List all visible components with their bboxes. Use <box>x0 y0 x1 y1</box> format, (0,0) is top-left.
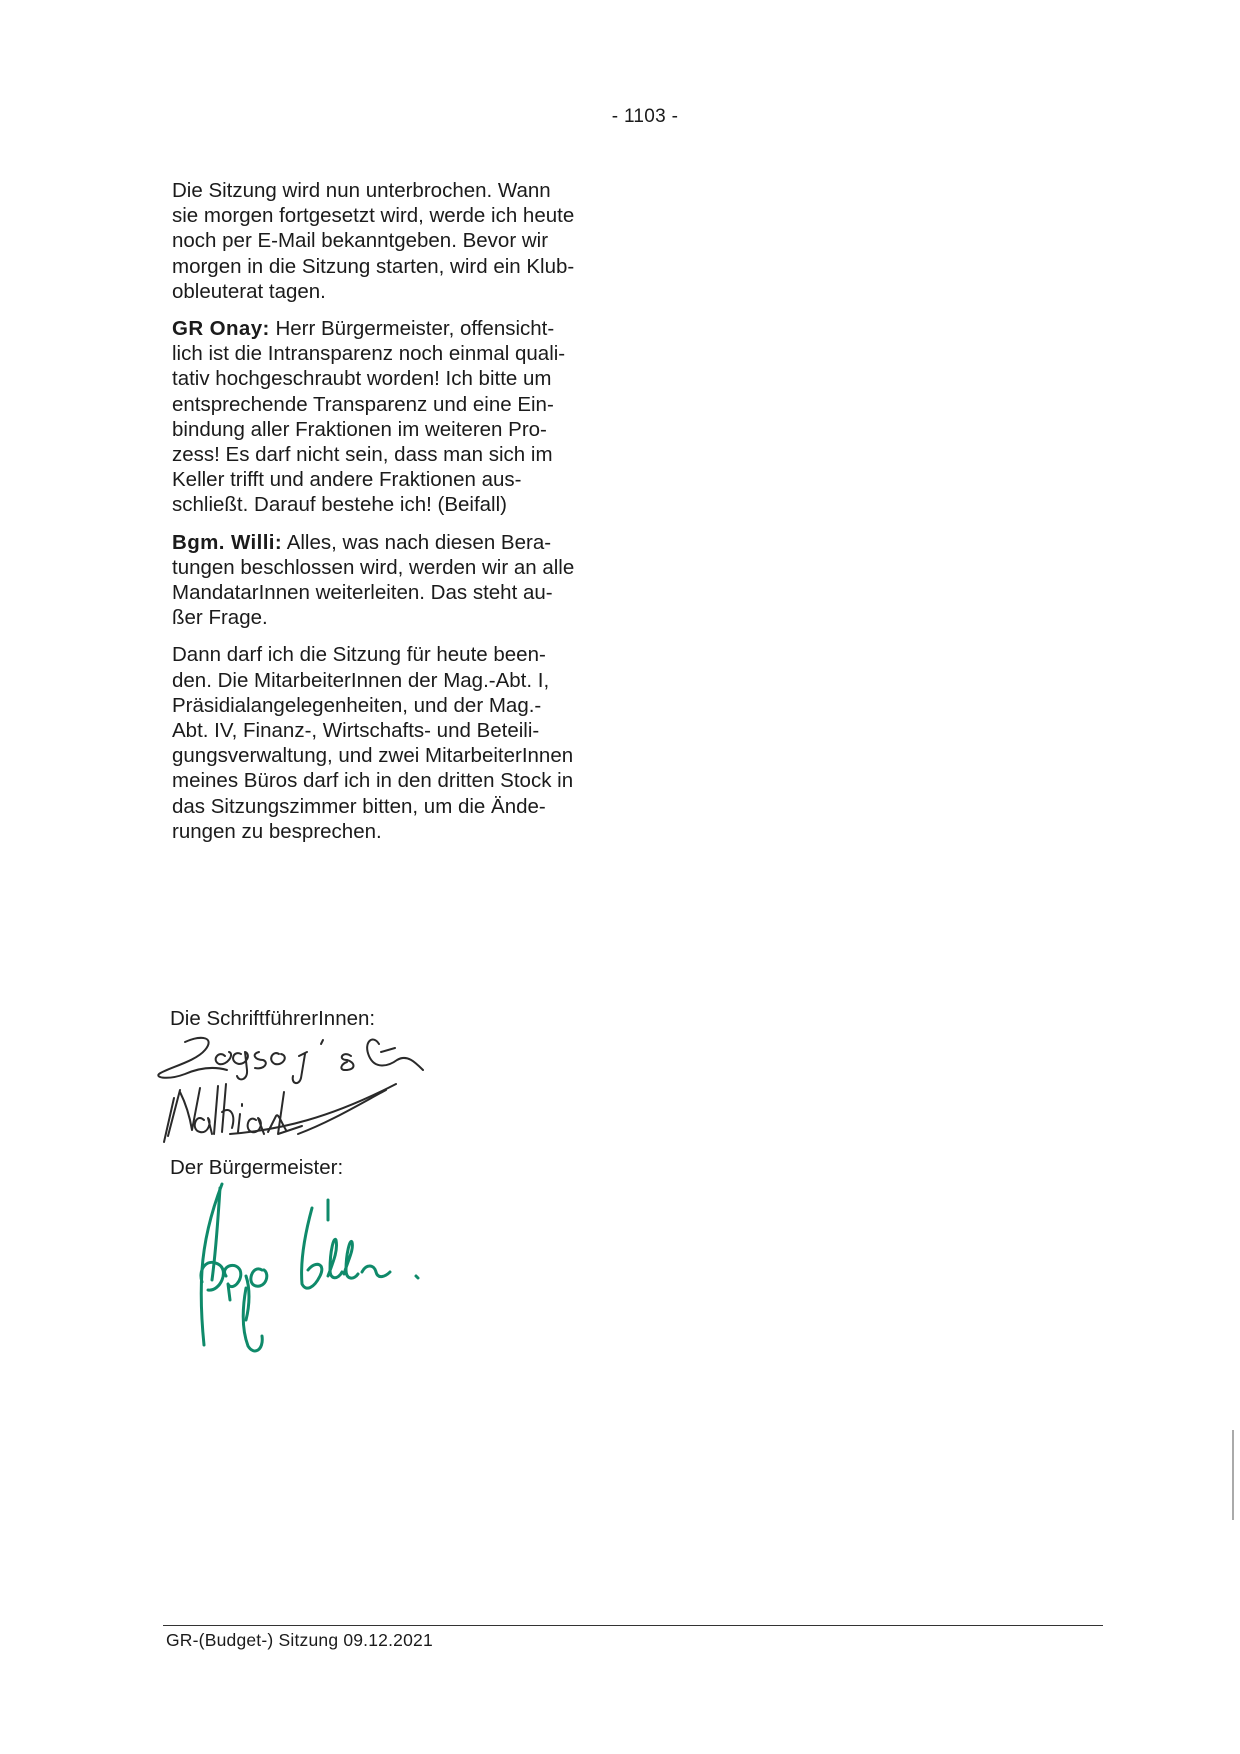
mayor-signature-label: Der Bürgermeister: <box>170 1156 344 1179</box>
text-line <box>172 530 612 555</box>
text-line: Dann darf ich die Sitzung für heute been- <box>172 643 546 667</box>
clerk-signature-2 <box>160 1078 400 1148</box>
clerks-signature-label: Die SchriftführerInnen: <box>170 1007 376 1030</box>
speech-text: Alles, was nach diesen Bera- <box>282 530 552 554</box>
speaker-name: GR Onay: <box>172 317 270 341</box>
text-line: Abt. IV, Finanz-, Wirtschafts- und Beteili- <box>172 719 540 743</box>
text-line: morgen in die Sitzung starten, wird ein Klub- <box>172 254 575 278</box>
text-line: gungsverwaltung, und zwei MitarbeiterInnen <box>172 744 574 768</box>
scan-edge-mark <box>1232 1430 1234 1520</box>
text-line: Die Sitzung wird nun unterbrochen. Wann <box>172 179 551 202</box>
text-line: lich ist die Intransparenz noch einmal quali- <box>172 342 566 366</box>
text-line: das Sitzungszimmer bitten, um die Ände- <box>172 794 546 818</box>
text-line: obleuterat tagen. <box>172 279 326 303</box>
text-line: tungen beschlossen wird, werden wir an alle <box>172 555 575 579</box>
text-line: Präsidialangelegenheiten, und der Mag.- <box>172 693 542 717</box>
text-line: Keller trifft und andere Fraktionen aus- <box>172 468 522 492</box>
footer-session-label: GR-(Budget-) Sitzung 09.12.2021 <box>166 1630 433 1650</box>
text-line: schließt. Darauf bestehe ich! (Beifall) <box>172 493 507 517</box>
text-line: tativ hochgeschraubt worden! Ich bitte um <box>172 367 552 391</box>
text-line: bindung aller Fraktionen im weiteren Pro- <box>172 417 547 441</box>
text-line: rungen zu besprechen. <box>172 819 382 843</box>
paragraph-adjournment <box>172 178 612 304</box>
text-line <box>172 316 612 341</box>
paragraph-bgm-willi <box>172 530 612 631</box>
speaker-name: Bgm. Willi: <box>172 530 283 554</box>
paragraph-gr-onay <box>172 316 612 518</box>
text-line: MandatarInnen weiterleiten. Das steht au- <box>172 581 553 605</box>
text-line: zess! Es darf nicht sein, dass man sich im <box>172 443 553 467</box>
speech-text: Herr Bürgermeister, offensicht- <box>269 317 555 341</box>
text-line: ßer Frage. <box>172 606 268 630</box>
mayor-signature <box>190 1180 440 1355</box>
paragraph-closing <box>172 642 612 844</box>
text-column <box>172 178 612 856</box>
footer-rule <box>163 1625 1103 1626</box>
text-line: sie morgen fortgesetzt wird, werde ich heute <box>172 204 575 228</box>
text-line: noch per E-Mail bekanntgeben. Bevor wir <box>172 229 549 253</box>
page-number: - 1103 - <box>611 106 679 127</box>
text-line: den. Die MitarbeiterInnen der Mag.-Abt. I, <box>172 668 550 692</box>
text-line: entsprechende Transparenz und eine Ein- <box>172 392 554 416</box>
text-line: meines Büros darf ich in den dritten Stock in <box>172 769 574 793</box>
